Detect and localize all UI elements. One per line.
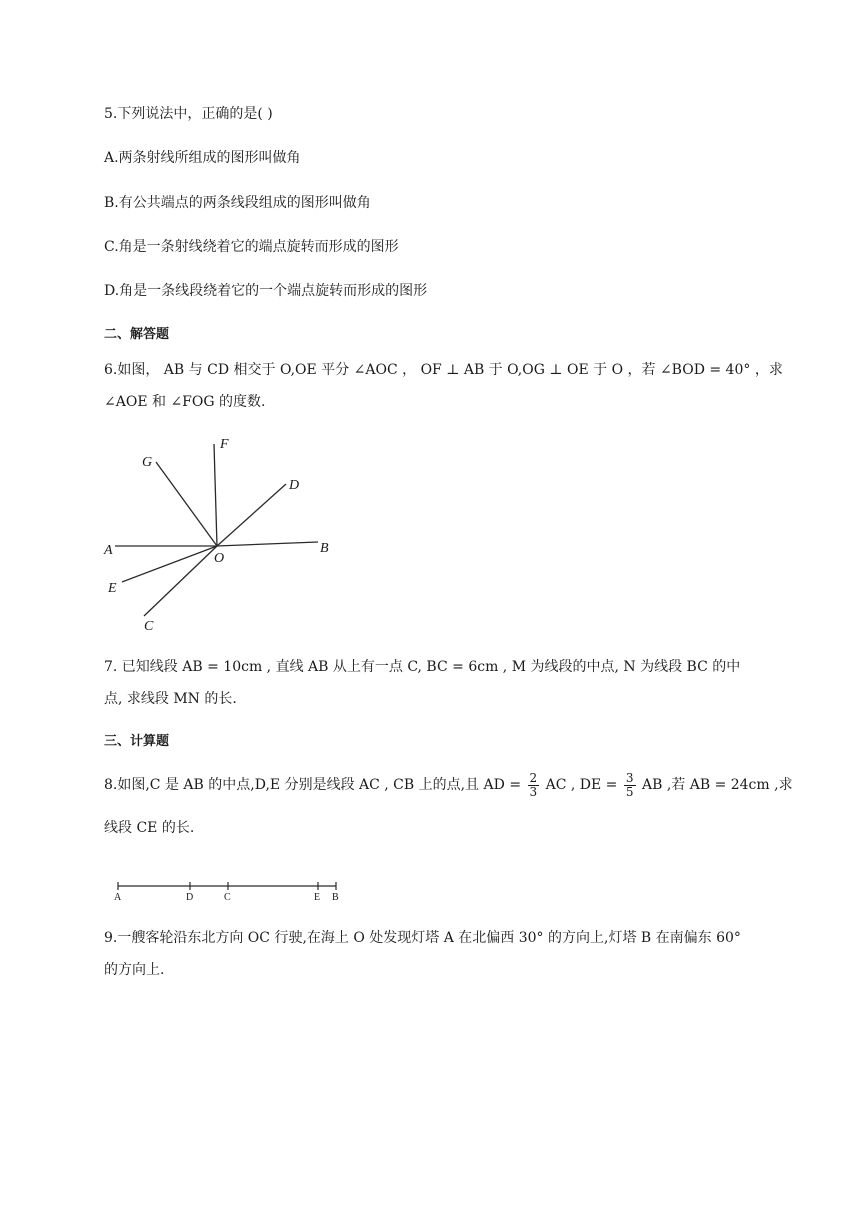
ray-oe — [122, 546, 217, 582]
label-c: C — [224, 892, 231, 903]
label-a: A — [114, 892, 122, 903]
q8-text-line1 — [104, 770, 793, 800]
q5-option-c: C.角是一条射线绕着它的端点旋转而形成的图形 — [104, 239, 399, 255]
q8-frac2-denominator: 5 — [625, 784, 634, 799]
q5-option-a: A.两条射线所组成的图形叫做角 — [104, 150, 301, 166]
label-c: C — [144, 619, 154, 632]
label-b: B — [320, 541, 329, 556]
q6-angle-figure — [100, 432, 340, 632]
q5-option-b: B.有公共端点的两条线段组成的图形叫做角 — [104, 195, 371, 211]
ray-oc — [144, 546, 217, 616]
q6-text-line1: 6.如图， AB 与 CD 相交于 O,OE 平分 ∠AOC ， OF ⊥ AB 于 O,OG ⊥ OE 于 O ，若 ∠BOD = 40° ，求 — [104, 362, 783, 378]
label-f: F — [220, 437, 229, 452]
q9-text-line1: 9.一艘客轮沿东北方向 OC 行驶,在海上 O 处发现灯塔 A 在北偏西 30° 的方向上,灯塔 B 在南偏东 60° — [104, 930, 741, 946]
q8-frac1-denominator: 3 — [529, 784, 538, 799]
label-e: E — [314, 892, 321, 903]
section-heading-answer: 二、解答题 — [104, 327, 170, 342]
label-d: D — [186, 892, 194, 903]
q5-stem: 5.下列说法中，正确的是( ) — [104, 106, 273, 122]
q8-text-line2: 线段 CE 的长. — [104, 820, 195, 836]
q8-frac1-numerator: 2 — [529, 770, 538, 785]
q8-segment-figure — [110, 876, 350, 906]
q6-text-line2: ∠AOE 和 ∠FOG 的度数. — [104, 394, 266, 410]
label-g: G — [142, 455, 153, 470]
q8-frac2-numerator: 3 — [625, 770, 634, 785]
ray-ob — [217, 542, 318, 546]
q8-text-part2: AC , DE = — [545, 777, 618, 793]
q8-text-part3: AB ,若 AB = 24cm ,求 — [641, 777, 793, 793]
q8-fraction-3-5 — [624, 772, 636, 799]
ray-of — [214, 444, 217, 546]
label-d: D — [289, 478, 300, 493]
ray-od — [217, 484, 286, 546]
section-heading-compute: 三、计算题 — [104, 734, 170, 749]
q9-text-line2: 的方向上. — [104, 962, 165, 978]
q5-option-d: D.角是一条线段绕着它的一个端点旋转而形成的图形 — [104, 283, 428, 299]
q8-text-part1: 8.如图,C 是 AB 的中点,D,E 分别是线段 AC , CB 上的点,且 AD = — [104, 777, 522, 793]
q7-text-line1: 7. 已知线段 AB = 10cm , 直线 AB 从上有一点 C, BC = 6cm , M 为线段的中点, N 为线段 BC 的中 — [104, 659, 741, 675]
q8-fraction-2-3 — [528, 772, 540, 799]
label-e: E — [108, 581, 117, 596]
label-b: B — [332, 892, 339, 903]
q7-text-line2: 点, 求线段 MN 的长. — [104, 691, 237, 707]
label-a: A — [104, 543, 113, 558]
label-o: O — [214, 551, 225, 566]
ray-og — [156, 462, 217, 546]
